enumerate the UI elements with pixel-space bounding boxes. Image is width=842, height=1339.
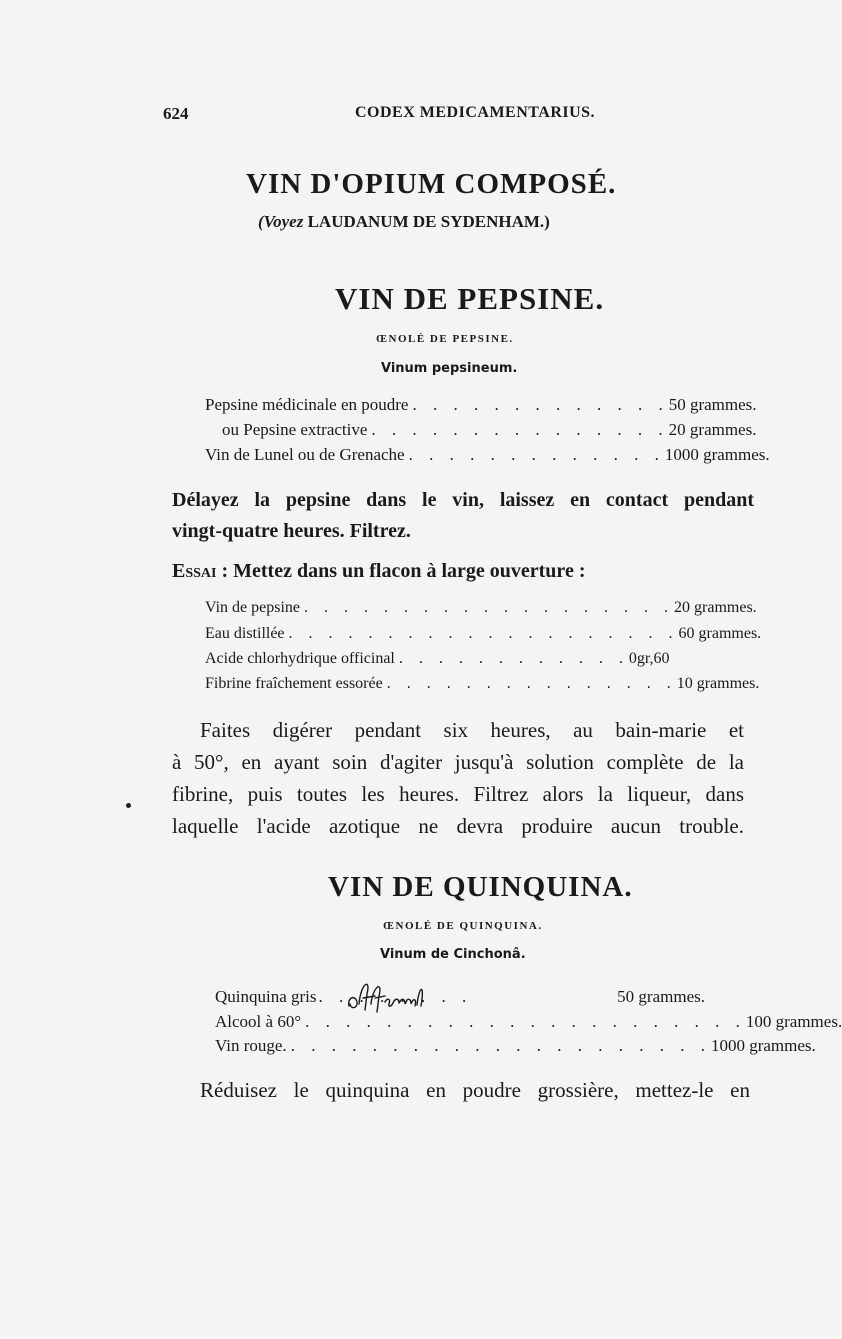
ingredient-row bbox=[215, 1036, 816, 1056]
section-title-quinquina: VIN DE QUINQUINA. bbox=[328, 871, 633, 903]
text-line: laquelle l'acide azotique ne devra produire aucun trouble. bbox=[172, 814, 744, 838]
essai-item-name: Acide chlorhydrique officinal bbox=[205, 650, 395, 667]
page-number: 624 bbox=[163, 104, 189, 123]
ingredient-qty: 50 grammes. bbox=[617, 987, 705, 1006]
ingredient-qty: 1000 grammes. bbox=[710, 1036, 816, 1055]
subtitle-pepsine: ŒNOLÉ DE PEPSINE. bbox=[376, 333, 514, 345]
essai-item-name: Vin de pepsine bbox=[205, 599, 301, 616]
ingredient-qty: 20 grammes. bbox=[668, 420, 757, 439]
essai-label: Essai : bbox=[172, 560, 229, 582]
essai-text: Mettez dans un flacon à large ouverture : bbox=[233, 560, 586, 582]
essai-row bbox=[205, 650, 670, 668]
leader-dots: . . . . . . . . . . . . . bbox=[408, 445, 665, 464]
text-line: vingt-quatre heures. Filtrez. bbox=[172, 520, 411, 542]
leader-dots: . . . . . . . . . . . . bbox=[398, 650, 629, 667]
ingredient-qty: 50 grammes. bbox=[668, 395, 757, 414]
margin-mark bbox=[126, 803, 131, 808]
pepsine-instructions bbox=[172, 485, 754, 547]
text-line: Faites digérer pendant six heures, au bain-marie et bbox=[200, 718, 744, 742]
ingredient-name: Pepsine médicinale en poudre bbox=[205, 395, 409, 414]
section-title-pepsine: VIN DE PEPSINE. bbox=[335, 281, 605, 316]
quinquina-instructions bbox=[200, 1075, 750, 1106]
essai-item-qty: 10 grammes. bbox=[676, 675, 760, 692]
leader-dots: . . . . . . . . . . . . . . . . . . . . . bbox=[290, 1036, 711, 1055]
leader-dots: . . . . . . . . . . . . . bbox=[412, 395, 669, 414]
leader-dots: . . . . . . . . bbox=[318, 987, 473, 1006]
ingredient-row bbox=[222, 420, 757, 440]
essai-item-qty: 20 grammes. bbox=[674, 599, 757, 616]
essai-row bbox=[205, 675, 760, 693]
running-title: CODEX MEDICAMENTARIUS. bbox=[355, 104, 596, 121]
ingredient-qty: 100 grammes. bbox=[745, 1012, 842, 1031]
latin-name-quinquina: Vinum de Cinchonâ. bbox=[380, 947, 526, 962]
leader-dots: . . . . . . . . . . . . . . . bbox=[371, 420, 669, 439]
section-title-opium: VIN D'OPIUM COMPOSÉ. bbox=[246, 168, 617, 200]
essai-item-qty: 0gr,60 bbox=[628, 650, 670, 667]
essai-item-qty: 60 grammes. bbox=[678, 625, 762, 642]
see-prefix: (Voyez bbox=[258, 212, 304, 231]
ingredient-qty: 1000 grammes. bbox=[664, 445, 770, 464]
leader-dots: . . . . . . . . . . . . . . . . . . . . bbox=[288, 625, 679, 642]
essai-item-name: Eau distillée bbox=[205, 625, 285, 642]
text-line: Délayez la pepsine dans le vin, laissez en contact pendant bbox=[172, 489, 754, 511]
digestion-paragraph bbox=[172, 714, 744, 842]
text-line: fibrine, puis toutes les heures. Filtrez alors la liqueur, dans bbox=[172, 782, 744, 806]
ingredient-name: Vin rouge. bbox=[215, 1036, 287, 1055]
see-ref: LAUDANUM DE SYDENHAM.) bbox=[307, 212, 550, 231]
essai-row bbox=[205, 625, 762, 643]
leader-dots: . . . . . . . . . . . . . . . bbox=[386, 675, 677, 692]
essai-row bbox=[205, 599, 757, 617]
see-reference bbox=[258, 212, 550, 232]
ingredient-row bbox=[205, 445, 770, 465]
ingredient-name: ou Pepsine extractive bbox=[222, 420, 368, 439]
text-line: à 50°, en ayant soin d'agiter jusqu'à solution complète de la bbox=[172, 750, 744, 774]
latin-name-pepsine: Vinum pepsineum. bbox=[381, 361, 518, 376]
text-line: Réduisez le quinquina en poudre grossière, mettez-le en bbox=[200, 1078, 750, 1102]
leader-dots: . . . . . . . . . . . . . . . . . . . bbox=[304, 599, 675, 616]
leader-dots: . . . . . . . . . . . . . . . . . . . . . . bbox=[305, 1012, 746, 1031]
ingredient-row bbox=[215, 987, 705, 1007]
ingredient-name: Alcool à 60° bbox=[215, 1012, 302, 1031]
ingredient-name: Vin de Lunel ou de Grenache bbox=[205, 445, 405, 464]
ingredient-row bbox=[215, 1012, 842, 1032]
essai-item-name: Fibrine fraîchement essorée bbox=[205, 675, 383, 692]
subtitle-quinquina: ŒNOLÉ DE QUINQUINA. bbox=[383, 920, 543, 932]
ingredient-name: Quinquina gris bbox=[215, 987, 317, 1006]
ingredient-row bbox=[205, 395, 757, 415]
essai-line bbox=[172, 560, 585, 583]
